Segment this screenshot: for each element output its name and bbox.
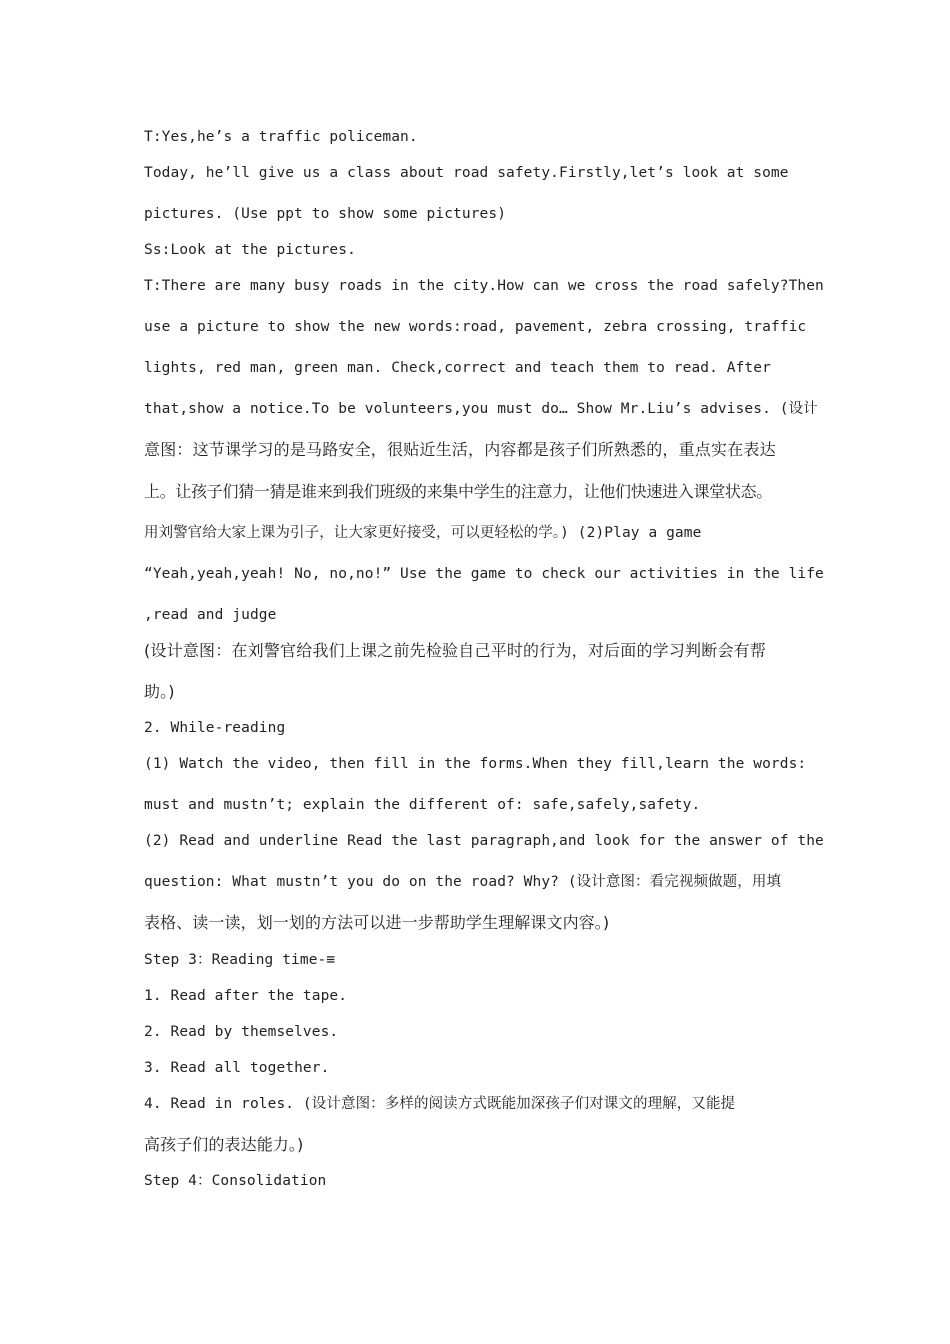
text-line: lights, red man, green man. Check,correct and teach them to read. After — [144, 360, 771, 376]
text-line: 用刘警官给大家上课为引子，让大家更好接受，可以更轻松的学。) (2)Play a game — [144, 525, 702, 541]
text-line: T:Yes,he’s a traffic policeman. — [144, 129, 418, 145]
text-line: 3. Read all together. — [144, 1060, 330, 1076]
text-line: must and mustn’t; explain the different of: safe,safely,safety. — [144, 797, 701, 813]
text-line: 1. Read after the tape. — [144, 988, 348, 1004]
text-line: 4. Read in roles. (设计意图：多样的阅读方式既能加深孩子们对课文的理解，又能提 — [144, 1096, 736, 1112]
text-line: ,read and judge — [144, 607, 277, 623]
text-line: 高孩子们的表达能力。) — [144, 1135, 304, 1154]
text-line: (2) Read and underline Read the last paragraph,and look for the answer of the — [144, 833, 824, 849]
text-line: T:There are many busy roads in the city.How can we cross the road safely?Then — [144, 278, 824, 294]
text-line: (1) Watch the video, then fill in the forms.When they fill,learn the words: — [144, 756, 807, 772]
text-line: Step 4：Consolidation — [144, 1173, 327, 1189]
text-line: 2. While-reading — [144, 720, 286, 736]
text-line: use a picture to show the new words:road, pavement, zebra crossing, traffic — [144, 319, 807, 335]
text-line: Ss:Look at the pictures. — [144, 242, 356, 258]
text-line: 助。) — [144, 682, 175, 701]
text-line: that,show a notice.To be volunteers,you must do… Show Mr.Liu’s advises. (设计 — [144, 401, 818, 417]
text-line: 意图：这节课学习的是马路安全，很贴近生活，内容都是孩子们所熟悉的，重点实在表达 — [144, 440, 776, 459]
text-line: Today, he’ll give us a class about road safety.Firstly,let’s look at some — [144, 165, 789, 181]
text-line: question: What mustn’t you do on the road? Why? (设计意图：看完视频做题，用填 — [144, 874, 782, 890]
text-line: pictures. (Use ppt to show some pictures) — [144, 206, 507, 222]
text-line: (设计意图：在刘警官给我们上课之前先检验自己平时的行为，对后面的学习判断会有帮 — [144, 641, 767, 660]
text-line: “Yeah,yeah,yeah! No, no,no!” Use the game to check our activities in the life — [144, 566, 824, 582]
text-line: 表格、读一读，划一划的方法可以进一步帮助学生理解课文内容。) — [144, 913, 610, 932]
text-line: 上。让孩子们猜一猜是谁来到我们班级的来集中学生的注意力，让他们快速进入课堂状态。 — [144, 482, 773, 501]
text-line: Step 3：Reading time-≡ — [144, 952, 336, 968]
text-line: 2. Read by themselves. — [144, 1024, 339, 1040]
